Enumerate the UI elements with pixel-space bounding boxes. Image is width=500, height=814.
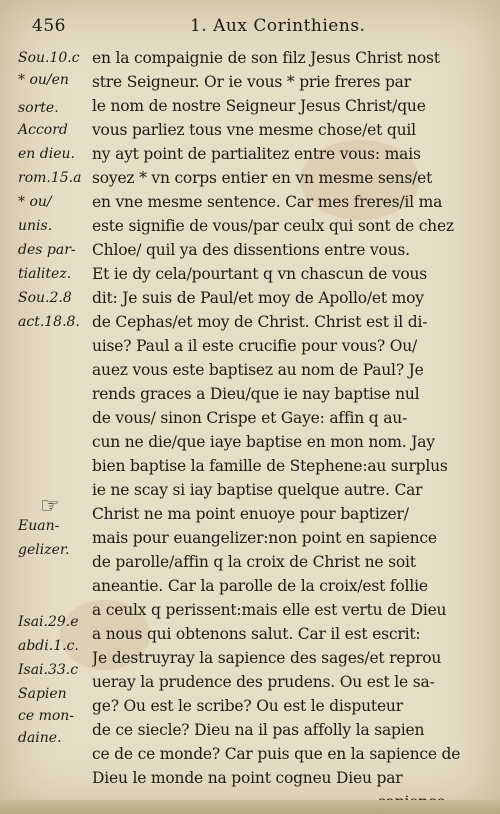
margin-note: tialitez.: [18, 266, 72, 282]
margin-note: Sou.2.8: [18, 290, 72, 306]
text-line: soyez * vn corps entier en vn mesme sens/et: [92, 169, 433, 187]
text-line: vous parliez tous vne mesme chose/et quil: [92, 121, 416, 139]
text-line: ueray la prudence des prudens. Ou est le sa-: [92, 673, 435, 691]
text-line: stre Seigneur. Or ie vous * prie freres par: [92, 73, 411, 91]
margin-note: unis.: [18, 218, 53, 234]
text-line: ce de ce monde? Car puis que en la sapience de: [92, 745, 461, 763]
margin-note: daine.: [18, 730, 62, 746]
manicule-icon: ☞: [40, 494, 60, 519]
text-line: cun ne die/que iaye baptise en mon nom. Jay: [92, 433, 435, 451]
text-line: a ceulx q perissent:mais elle est vertu de Dieu: [92, 601, 447, 619]
margin-note: en dieu.: [18, 146, 75, 162]
margin-note: des par-: [18, 242, 76, 258]
text-line: ge? Ou est le scribe? Ou est le disputeur: [92, 697, 403, 715]
running-head: [32, 14, 464, 40]
margin-note: Isai.33.c: [18, 662, 79, 678]
text-line: bien baptise la famille de Stephene:au surplus: [92, 457, 448, 475]
text-line: le nom de nostre Seigneur Jesus Christ/que: [92, 97, 426, 115]
text-line: aneantie. Car la parolle de la croix/est follie: [92, 577, 428, 595]
text-line: de ce siecle? Dieu na il pas affolly la sapien: [92, 721, 425, 739]
margin-note: Isai.29.e: [18, 614, 79, 630]
text-line: ie ne scay si iay baptise quelque autre. Car: [92, 481, 423, 499]
text-line: uise? Paul a il este crucifie pour vous? Ou/: [92, 337, 418, 355]
margin-note: gelizer.: [18, 542, 70, 558]
text-line: Chloe/ quil ya des dissentions entre vous.: [92, 241, 410, 259]
margin-note: act.18.8.: [18, 314, 80, 330]
margin-note: Euan-: [18, 518, 60, 534]
margin-note: Sapien: [18, 686, 67, 702]
margin-note: abdi.1.c.: [18, 638, 79, 654]
page-number: 456: [32, 16, 66, 36]
margin-note: Sou.10.c: [18, 50, 80, 66]
text-line: auez vous este baptisez au nom de Paul? Je: [92, 361, 424, 379]
text-line: de parolle/affin q la croix de Christ ne soit: [92, 553, 416, 571]
text-line: Je destruyray la sapience des sages/et reprou: [92, 649, 442, 667]
margin-note: * ou/: [18, 194, 52, 210]
text-line: Dieu le monde na point cogneu Dieu par: [92, 769, 403, 787]
margin-note: sorte.: [18, 100, 59, 116]
text-line: dit: Je suis de Paul/et moy de Apollo/et moy: [92, 289, 424, 307]
text-line: Christ ne ma point enuoye pour baptizer/: [92, 505, 409, 523]
text-line: Et ie dy cela/pourtant q vn chascun de vous: [92, 265, 428, 283]
margin-note: rom.15.a: [18, 170, 82, 186]
text-line: este signifie de vous/par ceulx qui sont de chez: [92, 217, 454, 235]
text-line: mais pour euangelizer:non point en sapience: [92, 529, 437, 547]
text-line: a nous qui obtenons salut. Car il est escrit:: [92, 625, 421, 643]
text-line: en vne mesme sentence. Car mes freres/il ma: [92, 193, 443, 211]
text-line: de Cephas/et moy de Christ. Christ est il di-: [92, 313, 428, 331]
running-title: 1. Aux Corinthiens.: [190, 16, 366, 36]
margin-note: * ou/en: [18, 72, 69, 88]
text-line: de vous/ sinon Crispe et Gaye: affin q au-: [92, 409, 408, 427]
text-line: rends graces a Dieu/que ie nay baptise nul: [92, 385, 420, 403]
text-line: ny ayt point de partialitez entre vous: mais: [92, 145, 421, 163]
margin-note: Accord: [18, 122, 68, 138]
page-edge: [0, 800, 500, 814]
text-line: en la compaignie de son filz Jesus Christ nost: [92, 49, 440, 67]
margin-note: ce mon-: [18, 708, 75, 724]
